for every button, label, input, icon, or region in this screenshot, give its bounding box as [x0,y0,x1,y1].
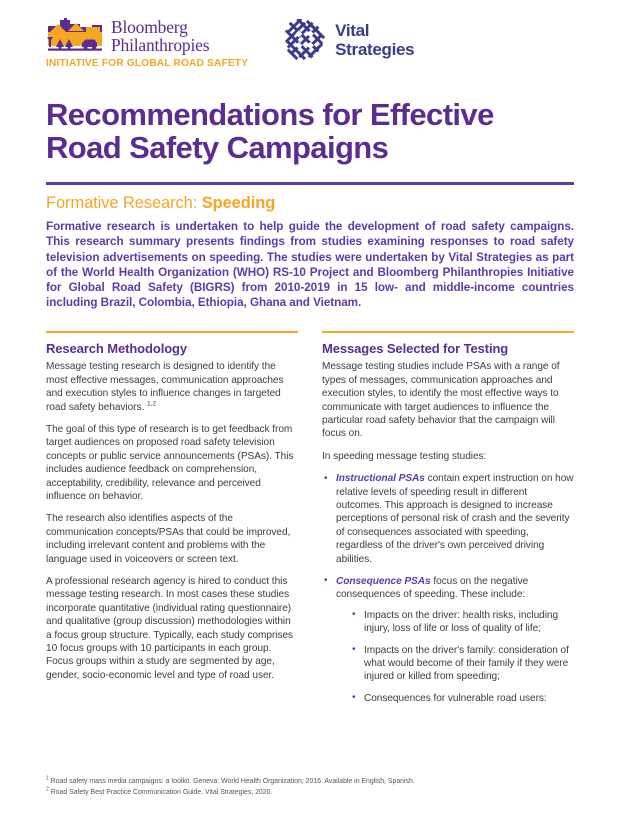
logo-bar [46,14,574,84]
footnote-ref-1-2: 1,2 [146,400,157,408]
right-column-rule [322,331,574,334]
psa-type-list [322,472,574,705]
left-paragraph-3: The research also identifies aspects of the communication concepts/PSAs that could be improved, including irrelevant content and problems with the language used in voiceovers or screen text. [46,513,291,565]
bloomberg-wordmark [111,18,209,54]
woven-knot-icon [284,19,326,61]
vital-strategies-line-2: Strategies [335,40,415,59]
right-column-heading: Messages Selected for Testing [322,341,509,357]
section-kicker-topic: Speeding [201,194,276,212]
consequence-sub-list [336,609,574,705]
bloomberg-philanthropies-logo [46,18,248,69]
vital-strategies-logo [284,19,414,61]
section-intro-paragraph: Formative research is undertaken to help guide the development of road safety campaigns. This research summary presents findings from studies examining responses to road safety television advertisements on speeding. The studies were undertaken by Vital Strategies as part of the World Health Organization (WHO) RS-10 Project and Bloomberg Philanthropies Initiative for Global Road Safety (BIGRS) from 2010-2019 in 15 low- and middle-income countries including Brazil, Colombia, Ethiopia, Ghana and Vietnam. [46,220,574,310]
vital-strategies-wordmark [335,21,414,59]
left-paragraph-1-text: Message testing research is designed to identify the most effective messages, communication approaches and execution styles to influence changes in targeted road safety behaviors. [46,361,284,413]
footnote-1-text: Road safety mass media campaigns: a toolkit. Geneva: World Health Organization; 2016. Available in English, Spanish. [50,778,415,786]
footnote-1-marker: 1 [46,775,49,782]
left-column-rule [46,331,298,334]
left-paragraph-1 [46,360,298,414]
section-kicker-regular: Formative Research: [46,194,202,212]
bullet-1-text: focus on the negative consequences of speeding. These include: [336,575,529,601]
list-item: • Consequences for vulnerable road users: [350,692,574,705]
bloomberg-word-line-2: Philanthropies [111,35,210,55]
left-column [46,331,298,714]
list-item: • Impacts on the driver's family: consideration of what would become of their family if they were injured or killed from speeding; [350,644,574,684]
footnote-2-marker: 2 [46,786,49,793]
left-paragraph-4: A professional research agency is hired to conduct this message testing research. In most cases these studies incorporate quantitative (individual rating questionnaire) and qualitative (group discussion) methodologies within a focus group structure. Typically, each study comprises 10 focus groups with 10 participants in each group. Focus groups within a study are segmented by age, gender, socio-economic level and type of road user. [46,575,294,681]
bullet-1-emphasis: Consequence PSAs [336,575,431,587]
bloomberg-word-line-1: Bloomberg [111,17,188,37]
left-column-heading: Research Methodology [46,341,188,357]
list-item [322,472,574,566]
cityscape-icon [46,18,104,54]
left-paragraph-2: The goal of this type of research is to get feedback from target audiences on proposed road safety television concepts or public service announcements (PSAs). This includes audience feedback on comprehension, acceptability, credibility, relevance and perceived influence on behavior. [46,423,294,502]
right-column [322,331,574,714]
bullet-0-text: contain expert instruction on how relative levels of speeding result in different outcomes. This approach is designed to increase perceptions of personal risk of crash and the severity of consequences associated with speeding, regardless of the driver's own perceived driving abilities. [336,473,574,565]
bloomberg-tagline: INITIATIVE FOR GLOBAL ROAD SAFETY [46,58,249,69]
footnote-2-text: Road Safety Best Practice Communication Guide. Vital Strategies; 2020. [50,788,273,796]
two-column-body [46,331,574,714]
section-divider-rule [46,182,574,185]
right-paragraph-1: Message testing studies include PSAs with a range of types of messages, communication approaches and execution styles, to identify the most effective ways to communicate with target audiences to influence the particular road safety behavior that the campaign will focus on. [322,361,560,440]
list-item: • Impacts on the driver: health risks, including injury, loss of life or loss of quality of life; [350,609,574,636]
footnote-2 [46,788,574,798]
section-kicker [46,194,574,213]
vital-strategies-line-1: Vital [335,21,370,40]
footnote-1 [46,777,574,787]
right-paragraph-2: In speeding message testing studies: [322,450,487,462]
page-title: Recommendations for Effective Road Safety Campaigns [46,97,494,165]
bullet-0-emphasis: Instructional PSAs [336,473,425,485]
footnotes [46,777,574,798]
list-item [322,575,574,705]
